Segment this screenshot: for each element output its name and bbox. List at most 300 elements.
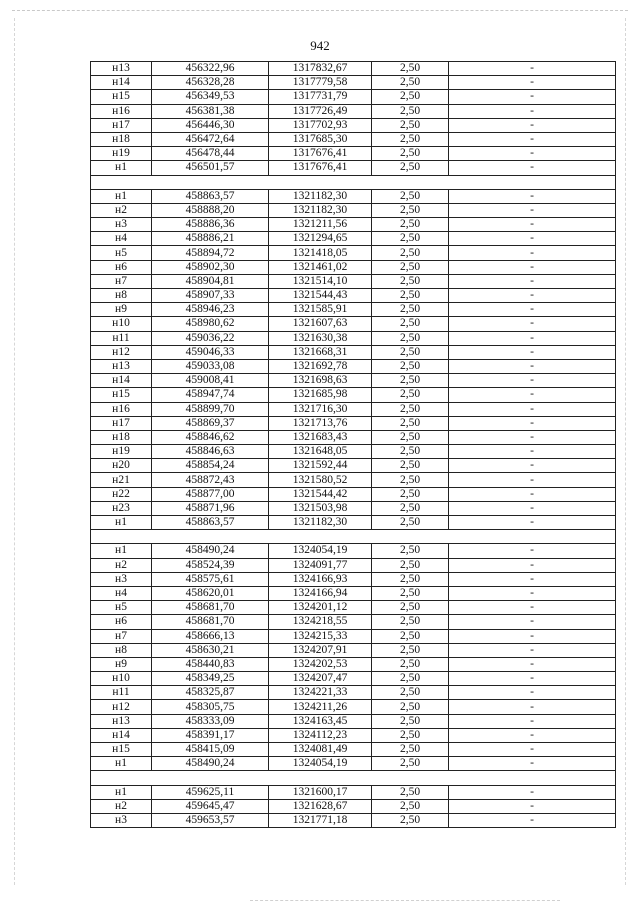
point-name-cell: н1 — [91, 189, 152, 203]
table-row — [91, 785, 616, 799]
precision-cell: 2,50 — [372, 62, 449, 76]
remark-cell: - — [449, 700, 616, 714]
point-name-cell: н5 — [91, 246, 152, 260]
remark-cell: - — [449, 430, 616, 444]
point-name-cell: н17 — [91, 118, 152, 132]
x-coordinate-cell: 456322,96 — [152, 62, 269, 76]
precision-cell: 2,50 — [372, 218, 449, 232]
x-coordinate-cell: 458904,81 — [152, 274, 269, 288]
x-coordinate-cell: 458391,17 — [152, 728, 269, 742]
precision-cell: 2,50 — [372, 572, 449, 586]
remark-cell: - — [449, 147, 616, 161]
x-coordinate-cell: 458946,23 — [152, 303, 269, 317]
precision-cell: 2,50 — [372, 558, 449, 572]
point-name-cell: н7 — [91, 274, 152, 288]
point-name-cell: н19 — [91, 147, 152, 161]
coordinates-table — [90, 61, 616, 828]
point-name-cell: н22 — [91, 487, 152, 501]
point-name-cell: н9 — [91, 657, 152, 671]
precision-cell: 2,50 — [372, 445, 449, 459]
table-row — [91, 345, 616, 359]
y-coordinate-cell: 1321544,43 — [269, 289, 372, 303]
precision-cell: 2,50 — [372, 629, 449, 643]
precision-cell: 2,50 — [372, 459, 449, 473]
table-row — [91, 743, 616, 757]
remark-cell: - — [449, 743, 616, 757]
point-name-cell: н6 — [91, 260, 152, 274]
point-name-cell: н18 — [91, 430, 152, 444]
table-row — [91, 572, 616, 586]
y-coordinate-cell: 1321648,05 — [269, 445, 372, 459]
remark-cell: - — [449, 516, 616, 530]
table-row — [91, 388, 616, 402]
x-coordinate-cell: 456349,53 — [152, 90, 269, 104]
y-coordinate-cell: 1324166,94 — [269, 586, 372, 600]
table-row — [91, 118, 616, 132]
x-coordinate-cell: 459033,08 — [152, 359, 269, 373]
point-name-cell: н14 — [91, 374, 152, 388]
y-coordinate-cell: 1324211,26 — [269, 700, 372, 714]
scan-border-right — [625, 18, 626, 885]
x-coordinate-cell: 458863,57 — [152, 189, 269, 203]
remark-cell: - — [449, 132, 616, 146]
table-row — [91, 501, 616, 515]
table-row — [91, 714, 616, 728]
table-row — [91, 643, 616, 657]
table-row — [91, 728, 616, 742]
precision-cell: 2,50 — [372, 161, 449, 175]
precision-cell: 2,50 — [372, 359, 449, 373]
scan-border-bottom — [250, 900, 560, 901]
remark-cell: - — [449, 76, 616, 90]
y-coordinate-cell: 1317676,41 — [269, 161, 372, 175]
point-name-cell: н15 — [91, 388, 152, 402]
x-coordinate-cell: 459036,22 — [152, 331, 269, 345]
precision-cell: 2,50 — [372, 501, 449, 515]
separator-cell — [372, 530, 449, 544]
x-coordinate-cell: 458305,75 — [152, 700, 269, 714]
table-row — [91, 62, 616, 76]
x-coordinate-cell: 458349,25 — [152, 672, 269, 686]
y-coordinate-cell: 1321580,52 — [269, 473, 372, 487]
remark-cell: - — [449, 601, 616, 615]
y-coordinate-cell: 1321685,98 — [269, 388, 372, 402]
precision-cell: 2,50 — [372, 289, 449, 303]
y-coordinate-cell: 1324091,77 — [269, 558, 372, 572]
remark-cell: - — [449, 643, 616, 657]
x-coordinate-cell: 458846,62 — [152, 430, 269, 444]
scan-border-top — [12, 10, 628, 11]
table-row — [91, 289, 616, 303]
table-row — [91, 303, 616, 317]
point-name-cell: н8 — [91, 643, 152, 657]
remark-cell: - — [449, 416, 616, 430]
point-name-cell: н5 — [91, 601, 152, 615]
x-coordinate-cell: 459046,33 — [152, 345, 269, 359]
remark-cell: - — [449, 218, 616, 232]
x-coordinate-cell: 458440,83 — [152, 657, 269, 671]
x-coordinate-cell: 459625,11 — [152, 785, 269, 799]
y-coordinate-cell: 1321182,30 — [269, 203, 372, 217]
point-name-cell: н12 — [91, 700, 152, 714]
separator-cell — [91, 530, 152, 544]
x-coordinate-cell: 458681,70 — [152, 615, 269, 629]
precision-cell: 2,50 — [372, 615, 449, 629]
y-coordinate-cell: 1321514,10 — [269, 274, 372, 288]
precision-cell: 2,50 — [372, 402, 449, 416]
table-row — [91, 445, 616, 459]
remark-cell: - — [449, 672, 616, 686]
precision-cell: 2,50 — [372, 799, 449, 813]
y-coordinate-cell: 1321585,91 — [269, 303, 372, 317]
table-row — [91, 700, 616, 714]
precision-cell: 2,50 — [372, 189, 449, 203]
point-name-cell: н13 — [91, 359, 152, 373]
point-name-cell: н13 — [91, 62, 152, 76]
point-name-cell: н2 — [91, 558, 152, 572]
point-name-cell: н3 — [91, 218, 152, 232]
remark-cell: - — [449, 317, 616, 331]
x-coordinate-cell: 456478,44 — [152, 147, 269, 161]
remark-cell: - — [449, 657, 616, 671]
remark-cell: - — [449, 714, 616, 728]
remark-cell: - — [449, 104, 616, 118]
table-row — [91, 558, 616, 572]
y-coordinate-cell: 1317731,79 — [269, 90, 372, 104]
x-coordinate-cell: 458630,21 — [152, 643, 269, 657]
precision-cell: 2,50 — [372, 274, 449, 288]
precision-cell: 2,50 — [372, 516, 449, 530]
precision-cell: 2,50 — [372, 317, 449, 331]
precision-cell: 2,50 — [372, 586, 449, 600]
precision-cell: 2,50 — [372, 374, 449, 388]
precision-cell: 2,50 — [372, 601, 449, 615]
precision-cell: 2,50 — [372, 686, 449, 700]
y-coordinate-cell: 1317832,67 — [269, 62, 372, 76]
remark-cell: - — [449, 473, 616, 487]
y-coordinate-cell: 1321461,02 — [269, 260, 372, 274]
precision-cell: 2,50 — [372, 331, 449, 345]
remark-cell: - — [449, 274, 616, 288]
x-coordinate-cell: 458846,63 — [152, 445, 269, 459]
precision-cell: 2,50 — [372, 416, 449, 430]
page-number: 942 — [310, 38, 330, 53]
x-coordinate-cell: 458886,36 — [152, 218, 269, 232]
remark-cell: - — [449, 303, 616, 317]
separator-cell — [152, 530, 269, 544]
remark-cell: - — [449, 799, 616, 813]
y-coordinate-cell: 1321628,67 — [269, 799, 372, 813]
remark-cell: - — [449, 445, 616, 459]
y-coordinate-cell: 1321692,78 — [269, 359, 372, 373]
table-row — [91, 672, 616, 686]
point-name-cell: н18 — [91, 132, 152, 146]
x-coordinate-cell: 456472,64 — [152, 132, 269, 146]
y-coordinate-cell: 1324166,93 — [269, 572, 372, 586]
table-row — [91, 601, 616, 615]
y-coordinate-cell: 1317676,41 — [269, 147, 372, 161]
x-coordinate-cell: 458681,70 — [152, 601, 269, 615]
precision-cell: 2,50 — [372, 757, 449, 771]
precision-cell: 2,50 — [372, 132, 449, 146]
separator-cell — [449, 175, 616, 189]
y-coordinate-cell: 1324202,53 — [269, 657, 372, 671]
precision-cell: 2,50 — [372, 743, 449, 757]
precision-cell: 2,50 — [372, 104, 449, 118]
point-name-cell: н21 — [91, 473, 152, 487]
x-coordinate-cell: 458894,72 — [152, 246, 269, 260]
precision-cell: 2,50 — [372, 544, 449, 558]
table-row — [91, 473, 616, 487]
point-name-cell: н2 — [91, 799, 152, 813]
table-row — [91, 657, 616, 671]
table-row — [91, 544, 616, 558]
remark-cell: - — [449, 388, 616, 402]
y-coordinate-cell: 1324112,23 — [269, 728, 372, 742]
y-coordinate-cell: 1321713,76 — [269, 416, 372, 430]
remark-cell: - — [449, 572, 616, 586]
y-coordinate-cell: 1321630,38 — [269, 331, 372, 345]
remark-cell: - — [449, 686, 616, 700]
precision-cell: 2,50 — [372, 657, 449, 671]
table-row — [91, 90, 616, 104]
separator-cell — [91, 771, 152, 785]
remark-cell: - — [449, 728, 616, 742]
precision-cell: 2,50 — [372, 232, 449, 246]
precision-cell: 2,50 — [372, 345, 449, 359]
precision-cell: 2,50 — [372, 473, 449, 487]
table-row — [91, 459, 616, 473]
y-coordinate-cell: 1324054,19 — [269, 757, 372, 771]
x-coordinate-cell: 458863,57 — [152, 516, 269, 530]
precision-cell: 2,50 — [372, 260, 449, 274]
remark-cell: - — [449, 246, 616, 260]
point-name-cell: н3 — [91, 572, 152, 586]
y-coordinate-cell: 1321683,43 — [269, 430, 372, 444]
remark-cell: - — [449, 359, 616, 373]
point-name-cell: н16 — [91, 104, 152, 118]
x-coordinate-cell: 458872,43 — [152, 473, 269, 487]
point-name-cell: н4 — [91, 232, 152, 246]
separator-cell — [372, 175, 449, 189]
x-coordinate-cell: 458871,96 — [152, 501, 269, 515]
y-coordinate-cell: 1324207,47 — [269, 672, 372, 686]
remark-cell: - — [449, 161, 616, 175]
remark-cell: - — [449, 232, 616, 246]
precision-cell: 2,50 — [372, 76, 449, 90]
separator-cell — [269, 771, 372, 785]
point-name-cell: н15 — [91, 90, 152, 104]
separator-cell — [449, 530, 616, 544]
table-row — [91, 161, 616, 175]
x-coordinate-cell: 456381,38 — [152, 104, 269, 118]
separator-cell — [269, 530, 372, 544]
table-row — [91, 686, 616, 700]
y-coordinate-cell: 1324201,12 — [269, 601, 372, 615]
x-coordinate-cell: 456446,30 — [152, 118, 269, 132]
table-row — [91, 374, 616, 388]
y-coordinate-cell: 1321294,65 — [269, 232, 372, 246]
y-coordinate-cell: 1321182,30 — [269, 516, 372, 530]
remark-cell: - — [449, 90, 616, 104]
separator-cell — [91, 175, 152, 189]
remark-cell: - — [449, 62, 616, 76]
table-row — [91, 359, 616, 373]
x-coordinate-cell: 458888,20 — [152, 203, 269, 217]
table-row — [91, 799, 616, 813]
point-name-cell: н13 — [91, 714, 152, 728]
y-coordinate-cell: 1321600,17 — [269, 785, 372, 799]
y-coordinate-cell: 1321607,63 — [269, 317, 372, 331]
y-coordinate-cell: 1317702,93 — [269, 118, 372, 132]
x-coordinate-cell: 458877,00 — [152, 487, 269, 501]
remark-cell: - — [449, 459, 616, 473]
table-row — [91, 189, 616, 203]
precision-cell: 2,50 — [372, 430, 449, 444]
remark-cell: - — [449, 785, 616, 799]
remark-cell: - — [449, 544, 616, 558]
precision-cell: 2,50 — [372, 487, 449, 501]
point-name-cell: н20 — [91, 459, 152, 473]
y-coordinate-cell: 1321668,31 — [269, 345, 372, 359]
x-coordinate-cell: 458854,24 — [152, 459, 269, 473]
x-coordinate-cell: 458980,62 — [152, 317, 269, 331]
x-coordinate-cell: 458886,21 — [152, 232, 269, 246]
precision-cell: 2,50 — [372, 643, 449, 657]
point-name-cell: н11 — [91, 686, 152, 700]
table-row — [91, 76, 616, 90]
point-name-cell: н14 — [91, 728, 152, 742]
x-coordinate-cell: 458490,24 — [152, 757, 269, 771]
remark-cell: - — [449, 331, 616, 345]
table-row — [91, 147, 616, 161]
point-name-cell: н4 — [91, 586, 152, 600]
remark-cell: - — [449, 757, 616, 771]
remark-cell: - — [449, 189, 616, 203]
y-coordinate-cell: 1321503,98 — [269, 501, 372, 515]
point-name-cell: н1 — [91, 161, 152, 175]
y-coordinate-cell: 1324207,91 — [269, 643, 372, 657]
table-row — [91, 430, 616, 444]
y-coordinate-cell: 1317779,58 — [269, 76, 372, 90]
y-coordinate-cell: 1317685,30 — [269, 132, 372, 146]
x-coordinate-cell: 459645,47 — [152, 799, 269, 813]
section-separator-row — [91, 771, 616, 785]
table-row — [91, 331, 616, 345]
x-coordinate-cell: 458524,39 — [152, 558, 269, 572]
section-separator-row — [91, 530, 616, 544]
table-row — [91, 757, 616, 771]
table-row — [91, 232, 616, 246]
table-row — [91, 416, 616, 430]
point-name-cell: н16 — [91, 402, 152, 416]
y-coordinate-cell: 1324218,55 — [269, 615, 372, 629]
separator-cell — [152, 771, 269, 785]
remark-cell: - — [449, 813, 616, 827]
remark-cell: - — [449, 289, 616, 303]
point-name-cell: н6 — [91, 615, 152, 629]
table-row — [91, 317, 616, 331]
y-coordinate-cell: 1324221,33 — [269, 686, 372, 700]
y-coordinate-cell: 1321544,42 — [269, 487, 372, 501]
y-coordinate-cell: 1321211,56 — [269, 218, 372, 232]
point-name-cell: н7 — [91, 629, 152, 643]
table-row — [91, 516, 616, 530]
table-row — [91, 104, 616, 118]
y-coordinate-cell: 1324163,45 — [269, 714, 372, 728]
precision-cell: 2,50 — [372, 203, 449, 217]
y-coordinate-cell: 1324054,19 — [269, 544, 372, 558]
table-row — [91, 274, 616, 288]
point-name-cell: н10 — [91, 672, 152, 686]
point-name-cell: н1 — [91, 544, 152, 558]
y-coordinate-cell: 1324215,33 — [269, 629, 372, 643]
x-coordinate-cell: 458902,30 — [152, 260, 269, 274]
x-coordinate-cell: 458575,61 — [152, 572, 269, 586]
remark-cell: - — [449, 586, 616, 600]
point-name-cell: н8 — [91, 289, 152, 303]
table-row — [91, 260, 616, 274]
x-coordinate-cell: 458947,74 — [152, 388, 269, 402]
x-coordinate-cell: 458666,13 — [152, 629, 269, 643]
x-coordinate-cell: 456328,28 — [152, 76, 269, 90]
table-row — [91, 246, 616, 260]
remark-cell: - — [449, 402, 616, 416]
y-coordinate-cell: 1317726,49 — [269, 104, 372, 118]
section-separator-row — [91, 175, 616, 189]
remark-cell: - — [449, 615, 616, 629]
y-coordinate-cell: 1324081,49 — [269, 743, 372, 757]
point-name-cell: н1 — [91, 785, 152, 799]
precision-cell: 2,50 — [372, 303, 449, 317]
point-name-cell: н3 — [91, 813, 152, 827]
y-coordinate-cell: 1321716,30 — [269, 402, 372, 416]
separator-cell — [152, 175, 269, 189]
table-row — [91, 203, 616, 217]
remark-cell: - — [449, 501, 616, 515]
point-name-cell: н23 — [91, 501, 152, 515]
table-row — [91, 586, 616, 600]
table-row — [91, 813, 616, 827]
remark-cell: - — [449, 260, 616, 274]
precision-cell: 2,50 — [372, 672, 449, 686]
table-row — [91, 132, 616, 146]
x-coordinate-cell: 458490,24 — [152, 544, 269, 558]
table-row — [91, 629, 616, 643]
point-name-cell: н15 — [91, 743, 152, 757]
x-coordinate-cell: 458415,09 — [152, 743, 269, 757]
x-coordinate-cell: 458620,01 — [152, 586, 269, 600]
precision-cell: 2,50 — [372, 714, 449, 728]
remark-cell: - — [449, 203, 616, 217]
y-coordinate-cell: 1321418,05 — [269, 246, 372, 260]
remark-cell: - — [449, 487, 616, 501]
y-coordinate-cell: 1321182,30 — [269, 189, 372, 203]
precision-cell: 2,50 — [372, 147, 449, 161]
point-name-cell: н14 — [91, 76, 152, 90]
table-row — [91, 615, 616, 629]
point-name-cell: н2 — [91, 203, 152, 217]
point-name-cell: н9 — [91, 303, 152, 317]
precision-cell: 2,50 — [372, 118, 449, 132]
precision-cell: 2,50 — [372, 700, 449, 714]
table-row — [91, 487, 616, 501]
x-coordinate-cell: 459008,41 — [152, 374, 269, 388]
remark-cell: - — [449, 629, 616, 643]
point-name-cell: н1 — [91, 757, 152, 771]
separator-cell — [269, 175, 372, 189]
precision-cell: 2,50 — [372, 90, 449, 104]
